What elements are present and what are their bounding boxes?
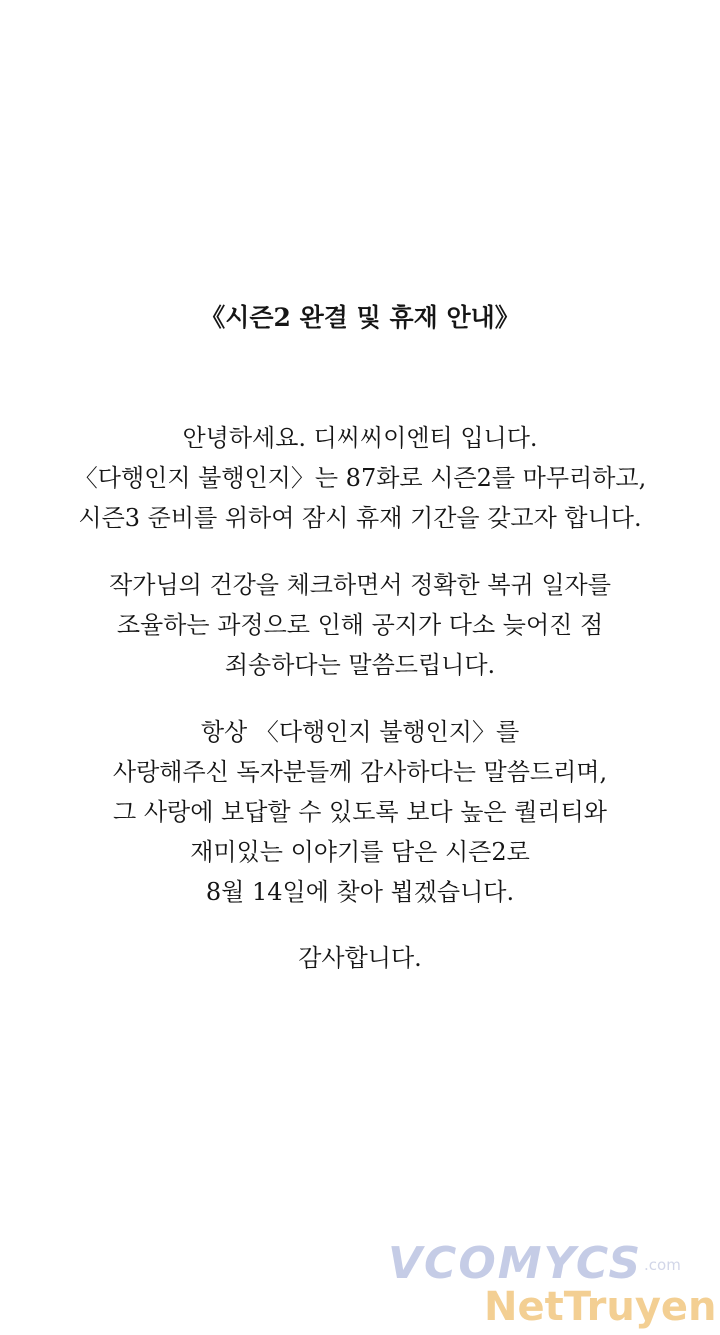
notice-paragraph-greeting (0, 418, 720, 538)
notice-paragraph-apology (0, 565, 720, 685)
text-line: 〈다행인지 불행인지〉는 87화로 시즌2를 마무리하고, (73, 464, 647, 492)
text-line: 감사합니다. (298, 944, 422, 972)
text-line: 조율하는 과정으로 인해 공지가 다소 늦어진 점 (116, 611, 604, 639)
text-line: 8월 14일에 찾아 뵙겠습니다. (205, 878, 515, 906)
text-line: 죄송하다는 말씀드립니다. (224, 651, 496, 679)
text-line: 사랑해주신 독자분들께 감사하다는 말씀드리며, (112, 758, 608, 786)
watermark-logo-text: VCOMYCS (388, 1238, 643, 1289)
text-line: 안녕하세요. 디씨씨이엔티 입니다. (182, 424, 538, 452)
text-line: 작가님의 건강을 체크하면서 정확한 복귀 일자를 (109, 571, 611, 599)
notice-paragraph-return (0, 712, 720, 912)
text-line: 그 사랑에 보답할 수 있도록 보다 높은 퀄리티와 (113, 798, 607, 826)
watermark-site-name: NetTruyen (484, 1284, 717, 1330)
site-watermark (388, 1238, 717, 1330)
notice-paragraph-thanks (0, 938, 720, 978)
text-line: 항상 〈다행인지 불행인지〉를 (200, 718, 520, 746)
text-line: 시즌3 준비를 위하여 잠시 휴재 기간을 갖고자 합니다. (78, 504, 642, 532)
notice-title: 《시즌2 완결 및 휴재 안내》 (200, 303, 520, 332)
watermark-domain-suffix: .com (644, 1256, 681, 1274)
text-line: 재미있는 이야기를 담은 시즌2로 (190, 838, 530, 866)
